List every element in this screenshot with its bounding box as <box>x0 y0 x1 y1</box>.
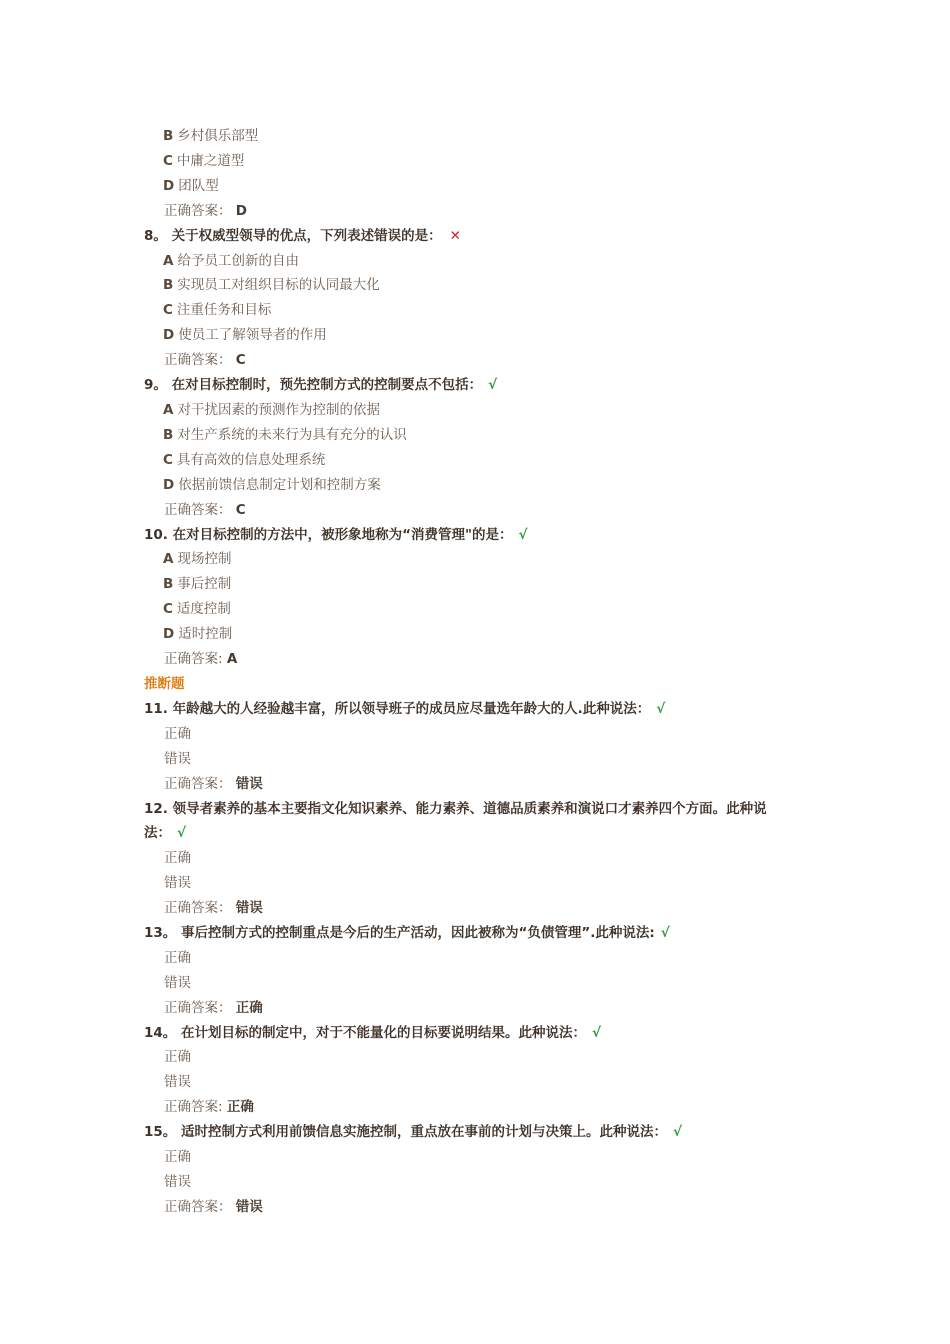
option-letter: B <box>163 427 174 443</box>
answer-value: D <box>235 203 248 219</box>
answer-value: C <box>235 502 246 518</box>
option-b[interactable] <box>163 126 258 146</box>
answer-label: 正确答案： <box>164 1000 232 1016</box>
option-text: 事后控制 <box>177 576 232 592</box>
option-text: 团队型 <box>178 178 219 194</box>
option-letter: A <box>163 402 174 418</box>
option-true[interactable]: 正确 <box>164 1049 191 1065</box>
option-false[interactable]: 错误 <box>164 1074 191 1090</box>
question-text-continued: 法： <box>144 825 171 841</box>
question-text: 年龄越大的人经验越丰富，所以领导班子的成员应尽量选年龄大的人.此种说法： <box>172 701 651 717</box>
option-text: 对生产系统的未来行为具有充分的认识 <box>177 427 407 443</box>
question-text: 领导者素养的基本主要指文化知识素养、能力素养、道德品质素养和演说口才素养四个方面。此种说 <box>172 801 767 817</box>
answer-value: C <box>235 352 246 368</box>
option-d[interactable] <box>163 176 219 196</box>
answer-value: 正确 <box>226 1099 254 1115</box>
option-true[interactable]: 正确 <box>164 950 191 966</box>
correct-answer <box>164 201 247 221</box>
option-b[interactable] <box>163 574 231 594</box>
answer-label: 正确答案： <box>164 900 232 916</box>
option-letter: C <box>163 452 173 468</box>
option-a[interactable] <box>163 400 380 420</box>
correct-answer <box>164 774 263 794</box>
answer-label: 正确答案： <box>164 352 232 368</box>
option-text: 实现员工对组织目标的认同最大化 <box>177 277 380 293</box>
question-text: 事后控制方式的控制重点是今后的生产活动，因此被称为“负债管理”.此种说法: <box>181 925 655 941</box>
correct-answer <box>164 998 263 1018</box>
check-mark-icon: √ <box>592 1025 602 1041</box>
check-mark-icon: √ <box>656 701 666 717</box>
answer-label: 正确答案： <box>164 502 232 518</box>
check-mark-icon: √ <box>177 825 187 841</box>
option-text: 中庸之道型 <box>176 153 245 169</box>
question-text: 在对目标控制的方法中，被形象地称为“消费管理"的是： <box>172 527 513 543</box>
option-letter: A <box>163 551 174 567</box>
option-d[interactable] <box>163 475 381 495</box>
check-mark-icon: √ <box>673 1124 683 1140</box>
question-15 <box>144 1122 682 1142</box>
option-letter: B <box>163 576 174 592</box>
question-12-continued <box>144 823 186 843</box>
option-text: 适时控制 <box>178 626 233 642</box>
answer-label: 正确答案: <box>164 651 223 667</box>
option-text: 现场控制 <box>177 551 232 567</box>
option-letter: B <box>163 128 174 144</box>
answer-value: 错误 <box>235 776 263 792</box>
option-text: 乡村俱乐部型 <box>177 128 259 144</box>
question-9 <box>144 375 497 395</box>
section-title: 推断题 <box>144 676 185 692</box>
correct-answer <box>164 350 246 370</box>
answer-label: 正确答案： <box>164 203 232 219</box>
option-letter: A <box>163 253 174 269</box>
option-letter: C <box>163 601 173 617</box>
option-letter: C <box>163 153 173 169</box>
question-8 <box>144 226 461 246</box>
question-12 <box>144 799 767 819</box>
option-d[interactable] <box>163 325 327 345</box>
option-letter: C <box>163 302 173 318</box>
question-number: 13。 <box>144 925 177 941</box>
correct-answer <box>164 1097 254 1117</box>
question-10 <box>144 525 528 545</box>
option-false[interactable]: 错误 <box>164 1174 191 1190</box>
option-false[interactable]: 错误 <box>164 975 191 991</box>
correct-answer <box>164 898 263 918</box>
option-d[interactable] <box>163 624 232 644</box>
answer-label: 正确答案： <box>164 1199 232 1215</box>
option-text: 使员工了解领导者的作用 <box>178 327 327 343</box>
question-14 <box>144 1023 601 1043</box>
option-text: 注重任务和目标 <box>176 302 272 318</box>
question-number: 9。 <box>144 377 167 393</box>
option-c[interactable] <box>163 300 271 320</box>
option-false[interactable]: 错误 <box>164 875 191 891</box>
option-false[interactable]: 错误 <box>164 751 191 767</box>
option-c[interactable] <box>163 450 325 470</box>
correct-answer <box>164 1197 263 1217</box>
option-text: 对干扰因素的预测作为控制的依据 <box>177 402 380 418</box>
option-letter: B <box>163 277 174 293</box>
option-b[interactable] <box>163 275 380 295</box>
question-text: 在对目标控制时，预先控制方式的控制要点不包括： <box>171 377 483 393</box>
check-mark-icon: √ <box>518 527 528 543</box>
option-a[interactable] <box>163 251 299 271</box>
question-text: 关于权威型领导的优点，下列表述错误的是： <box>171 228 442 244</box>
option-true[interactable]: 正确 <box>164 726 191 742</box>
answer-label: 正确答案： <box>164 776 232 792</box>
option-true[interactable]: 正确 <box>164 1149 191 1165</box>
option-c[interactable] <box>163 151 244 171</box>
answer-value: 正确 <box>235 1000 263 1016</box>
answer-label: 正确答案: <box>164 1099 223 1115</box>
option-letter: D <box>163 178 175 194</box>
option-text: 给予员工创新的自由 <box>177 253 299 269</box>
answer-value: A <box>226 651 238 667</box>
question-number: 14。 <box>144 1025 177 1041</box>
answer-value: 错误 <box>235 900 263 916</box>
check-mark-icon: √ <box>660 925 670 941</box>
wrong-mark-icon: ✕ <box>449 228 461 244</box>
question-number: 15。 <box>144 1124 177 1140</box>
question-text: 适时控制方式利用前馈信息实施控制，重点放在事前的计划与决策上。此种说法： <box>181 1124 667 1140</box>
option-c[interactable] <box>163 599 231 619</box>
question-13 <box>144 923 670 943</box>
option-text: 具有高效的信息处理系统 <box>176 452 326 468</box>
correct-answer <box>164 500 246 520</box>
check-mark-icon: √ <box>488 377 498 393</box>
option-text: 适度控制 <box>176 601 231 617</box>
question-number: 8。 <box>144 228 167 244</box>
option-letter: D <box>163 477 175 493</box>
option-a[interactable] <box>163 549 231 569</box>
option-b[interactable] <box>163 425 407 445</box>
answer-value: 错误 <box>235 1199 263 1215</box>
option-text: 依据前馈信息制定计划和控制方案 <box>178 477 381 493</box>
option-letter: D <box>163 626 175 642</box>
option-letter: D <box>163 327 175 343</box>
option-true[interactable]: 正确 <box>164 850 191 866</box>
question-text: 在计划目标的制定中，对于不能量化的目标要说明结果。此种说法： <box>181 1025 586 1041</box>
question-number: 10. <box>144 527 168 543</box>
question-number: 12. <box>144 801 168 817</box>
question-11 <box>144 699 665 719</box>
question-number: 11. <box>144 701 168 717</box>
correct-answer <box>164 649 237 669</box>
